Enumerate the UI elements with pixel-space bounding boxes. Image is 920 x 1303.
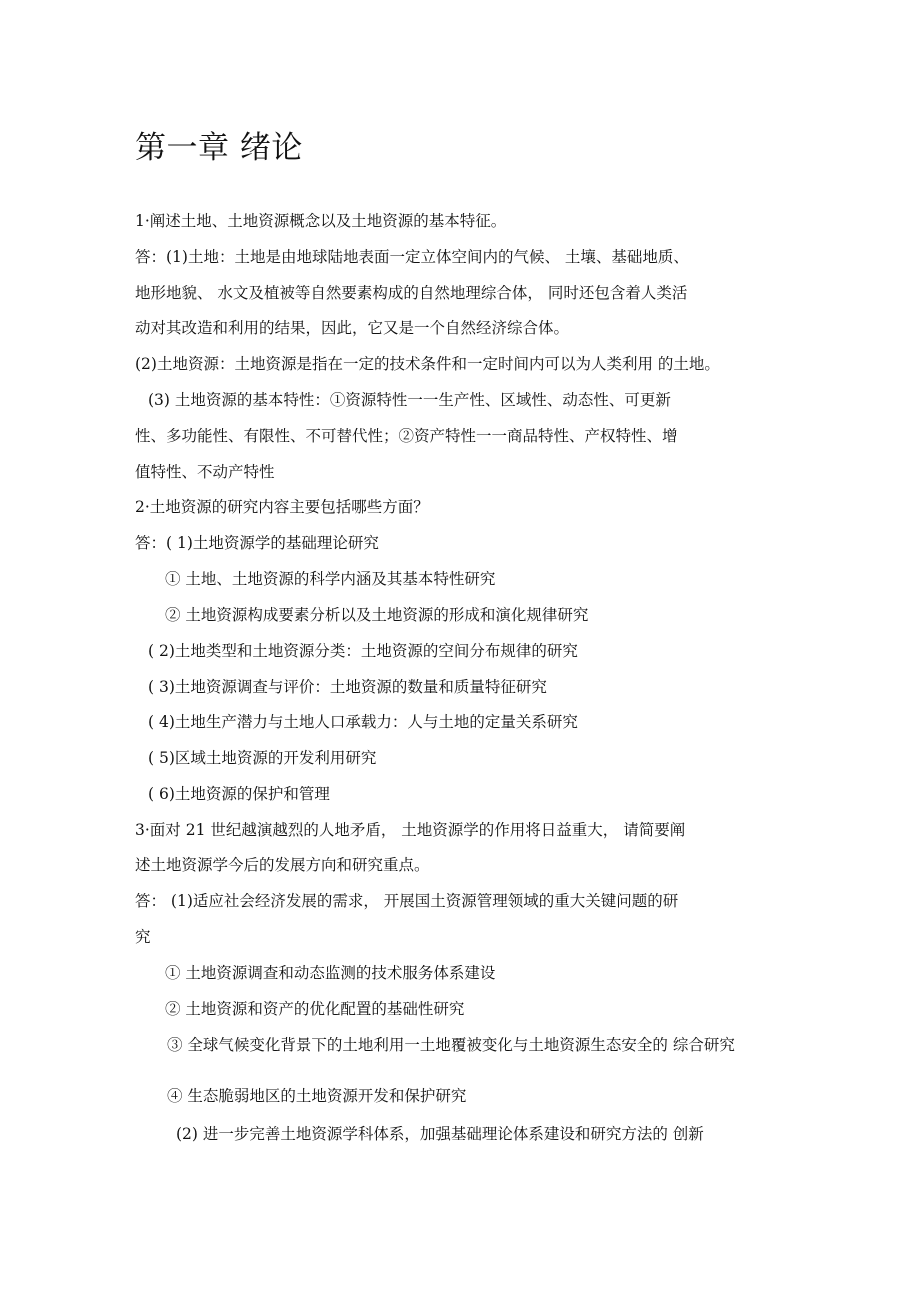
chapter-title: 第一章 绪论 — [135, 130, 303, 166]
answer-1-line-6: 性、多功能性、有限性、不可替代性；②资产特性一一商品特性、产权特性、增 — [135, 427, 678, 445]
answer-2-line-6: ( 4)土地生产潜力与土地人口承载力：人与土地的定量关系研究 — [148, 713, 578, 731]
answer-1-line-4: (2)土地资源：土地资源是指在一定的技术条件和一定时间内可以为人类利用 的土地。 — [135, 355, 720, 373]
answer-1-line-1: 答：(1)土地：土地是由地球陆地表面一定立体空间内的气候、 土壤、基础地质、 — [135, 248, 689, 266]
answer-2-line-8: ( 6)土地资源的保护和管理 — [148, 785, 330, 803]
question-3-line-2: 述土地资源学今后的发展方向和研究重点。 — [135, 856, 430, 874]
answer-3-line-1: 答： (1)适应社会经济发展的需求， 开展国土资源管理领域的重大关键问题的研 — [135, 892, 679, 910]
answer-3-line-7: (2) 进一步完善土地资源学科体系，加强基础理论体系建设和研究方法的 创新 — [176, 1125, 704, 1143]
answer-3-line-6: ④ 生态脆弱地区的土地资源开发和保护研究 — [167, 1087, 467, 1105]
answer-3-line-4: ② 土地资源和资产的优化配置的基础性研究 — [165, 1000, 465, 1018]
answer-1-line-2: 地形地貌、 水文及植被等自然要素构成的自然地理综合体， 同时还包含着人类活 — [135, 284, 688, 302]
question-2: 2·土地资源的研究内容主要包括哪些方面？ — [135, 498, 429, 516]
answer-1-line-7: 值特性、不动产特性 — [135, 463, 275, 481]
answer-1-line-5: (3) 土地资源的基本特性：①资源特性一一生产性、区域性、动态性、可更新 — [148, 391, 671, 409]
answer-2-line-7: ( 5)区域土地资源的开发利用研究 — [148, 749, 377, 767]
answer-3-line-3: ① 土地资源调查和动态监测的技术服务体系建设 — [165, 964, 496, 982]
answer-2-line-4: ( 2)土地类型和土地资源分类：土地资源的空间分布规律的研究 — [148, 642, 578, 660]
question-3-line-1: 3·面对 21 世纪越演越烈的人地矛盾， 土地资源学的作用将日益重大， 请简要阐 — [135, 821, 686, 839]
answer-1-line-3: 动对其改造和利用的结果，因此，它又是一个自然经济综合体。 — [135, 319, 570, 337]
answer-3-line-2: 究 — [135, 928, 151, 946]
answer-2-line-5: ( 3)土地资源调查与评价：土地资源的数量和质量特征研究 — [148, 678, 547, 696]
question-1: 1·阐述土地、土地资源概念以及土地资源的基本特征。 — [135, 212, 507, 230]
answer-2-line-1: 答：( 1)土地资源学的基础理论研究 — [135, 534, 379, 552]
answer-3-line-5: ③ 全球气候变化背景下的土地利用一土地覆被变化与土地资源生态安全的 综合研究 — [167, 1036, 735, 1054]
answer-2-line-3: ② 土地资源构成要素分析以及土地资源的形成和演化规律研究 — [165, 606, 589, 624]
answer-2-line-2: ① 土地、土地资源的科学内涵及其基本特性研究 — [165, 570, 496, 588]
